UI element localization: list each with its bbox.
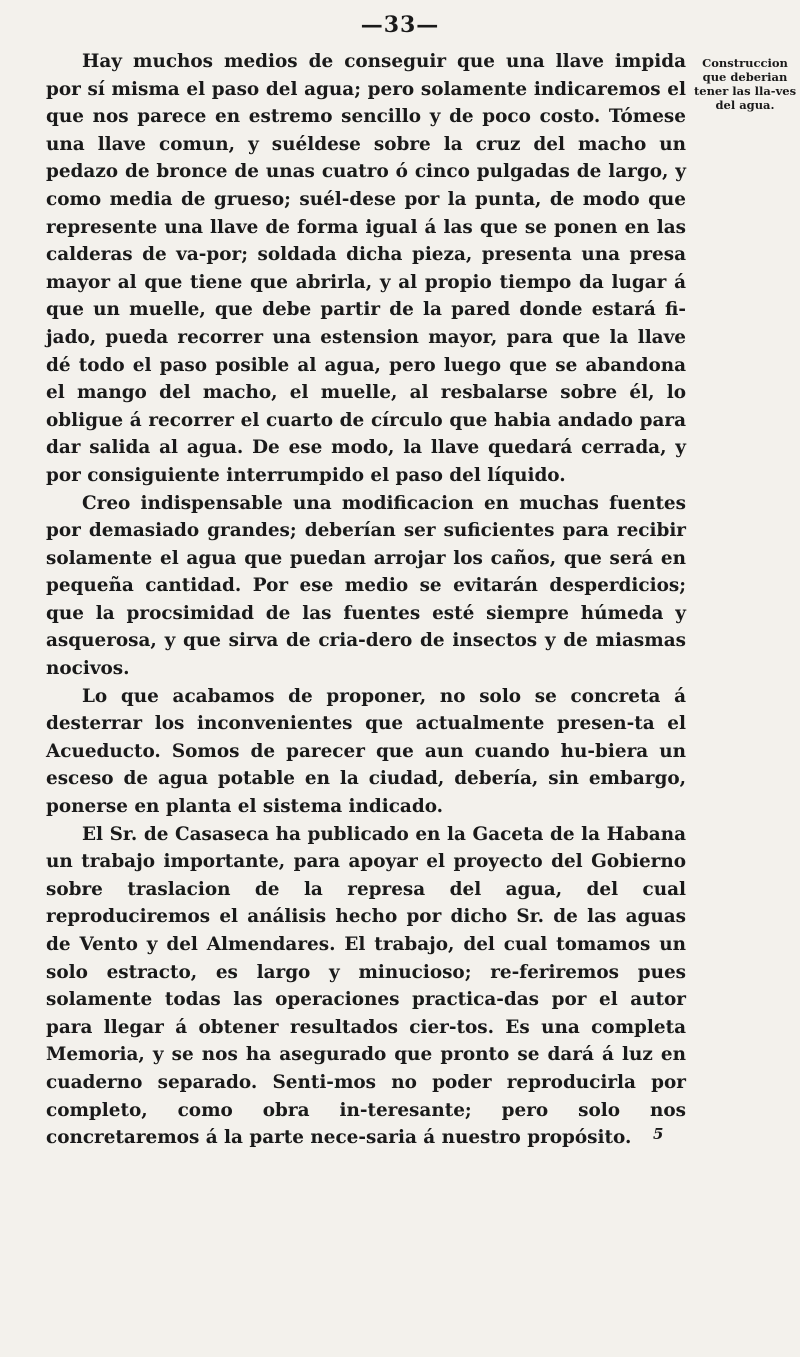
marginal-note: Construccion que deberian tener las lla-ves del agua. <box>693 56 797 112</box>
paragraph: Hay muchos medios de conseguir que una llave impida por sí misma el paso del agua; pero solamente indicaremos el que nos parece en estremo sencillo y de poco costo. Tómese una llave comun, y suéldese sobre la cruz del macho un pedazo de bronce de unas cuatro ó cinco pulgadas de largo, y como media de grueso; suél-dese por la punta, de modo que represente una llave de forma igual á las que se ponen en las calderas de va-por; soldada dicha pieza, presenta una presa mayor al que tiene que abrirla, y al propio tiempo da lugar á que un muelle, que debe partir de la pared donde estará fi-jado, pueda recorrer una estension mayor, para que la llave dé todo el paso posible al agua, pero luego que se abandona el mango del macho, el muelle, al resbalarse sobre él, lo obligue á recorrer el cuarto de círculo que habia andado para dar salida al agua. De ese modo, la llave quedará cerrada, y por consiguiente interrumpido el paso del líquido. <box>46 51 686 486</box>
page-number: —33— <box>360 12 440 38</box>
signature-mark: 5 <box>653 1125 664 1143</box>
paragraph: Lo que acabamos de proponer, no solo se concreta á desterrar los inconvenientes que actualmente presen-ta el Acueducto. Somos de parecer que aun cuando hu-biera un esceso de agua potable en la ciudad, debería, sin embargo, ponerse en planta el sistema indicado. <box>46 685 686 818</box>
paragraph: El Sr. de Casaseca ha publicado en la Gaceta de la Habana un trabajo importante, para apoyar el proyecto del Gobierno sobre traslacion de la represa del agua, del cual reproduciremos el análisis hecho por dicho Sr. de las aguas de Vento y del Almendares. El trabajo, del cual tomamos un solo estracto, es largo y minucioso; re-feriremos pues solamente todas las operaciones practica-das por el autor para llegar á obtener resultados cier-tos. Es una completa Memoria, y se nos ha asegurado que pronto se dará á luz en cuaderno separado. Senti-mos no poder reproducirla por completo, como obra in-teresante; pero solo nos concretaremos á la parte nece-saria á nuestro propósito. <box>46 823 686 1149</box>
body-text <box>46 48 686 1152</box>
paragraph: Creo indispensable una modificacion en muchas fuentes por demasiado grandes; deberían ser suficientes para recibir solamente el agua que puedan arrojar los caños, que será en pequeña cantidad. Por ese medio se evitarán desperdicios; que la procsimidad de las fuentes esté siempre húmeda y asquerosa, y que sirva de cria-dero de insectos y de miasmas nocivos. <box>46 492 686 680</box>
